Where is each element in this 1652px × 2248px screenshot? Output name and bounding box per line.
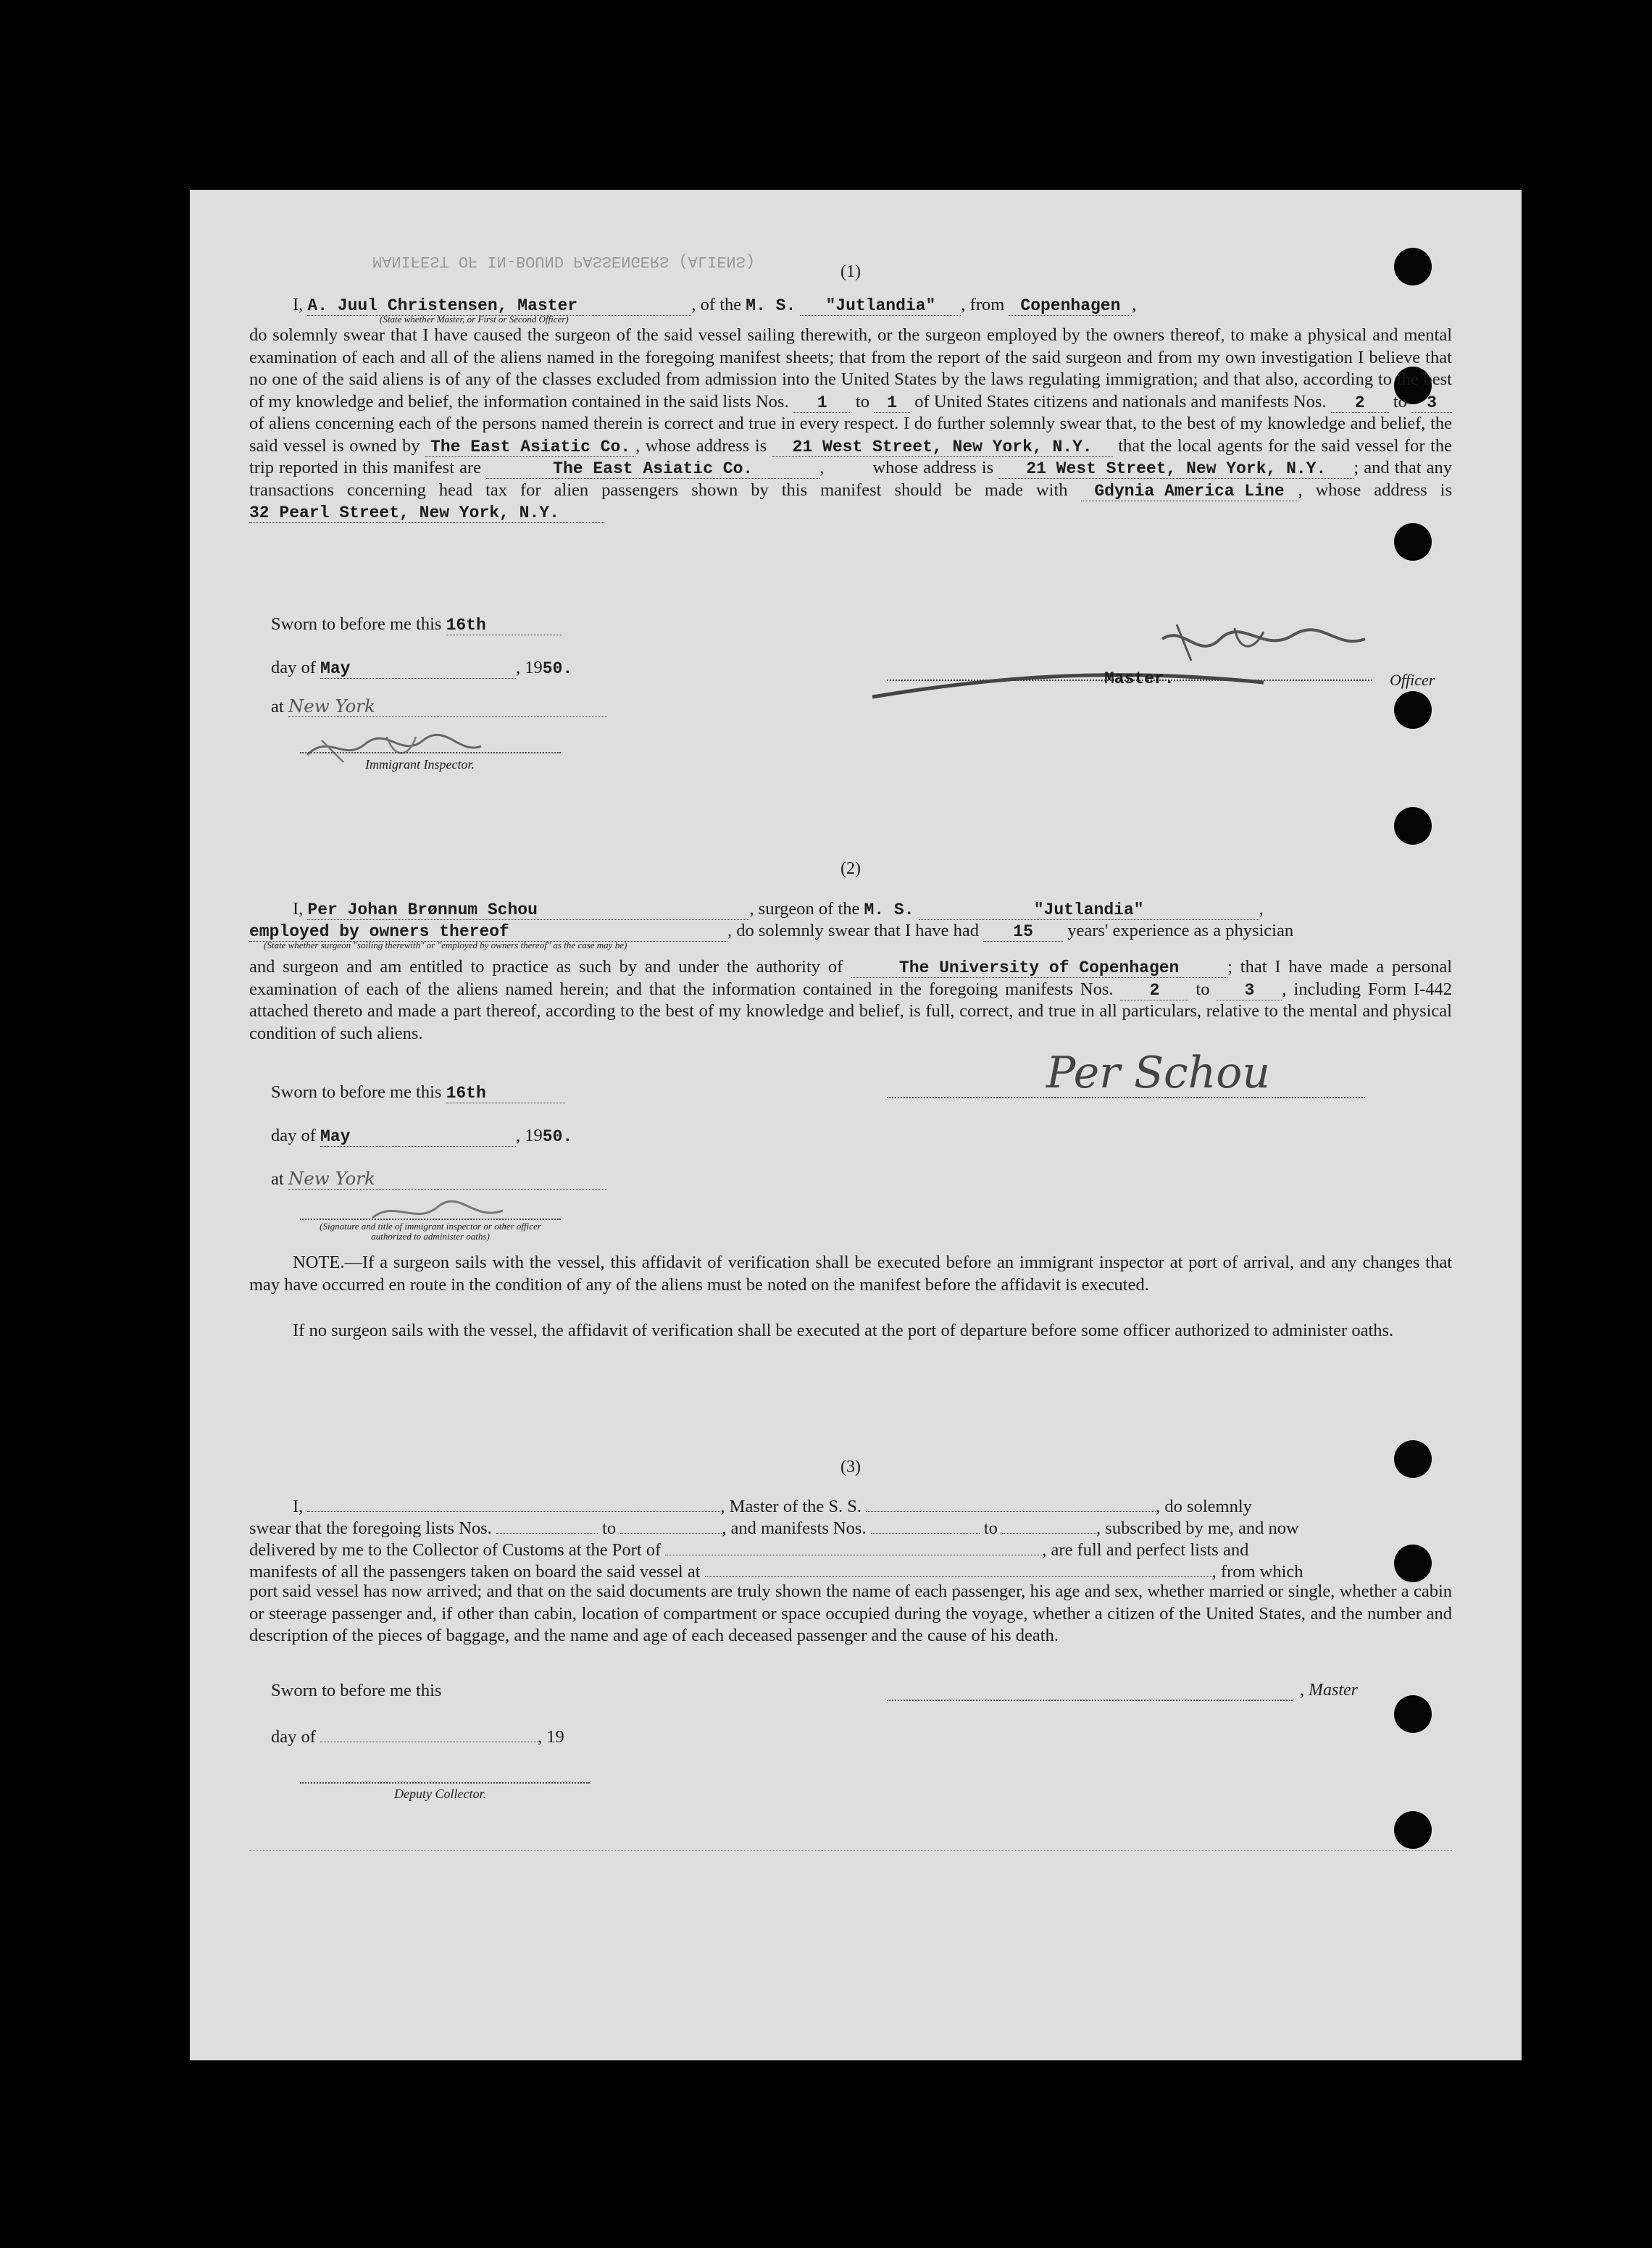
section-2-date-line: day of May , 1950. — [271, 1126, 573, 1146]
local-agents: The East Asiatic Co. — [553, 459, 754, 478]
section-2-place-line: at New York — [271, 1169, 607, 1190]
section-1-place-line: at New York — [271, 697, 607, 717]
section-3-date-line: day of , 19 — [271, 1724, 564, 1747]
section-3-oath-text: port said vessel has now arrived; and that on the said documents are truly shown the name of each passenger, his age and sex, whether married or single, whether a cabin or steerage passenger and, if other than cabin, location of compartment or space occupied during the voyage, whether a citizen of the United States, and the number and description of the pieces of baggage, and the name and age of each deceased passenger and the cause of his death. — [249, 1581, 1452, 1645]
section-1-date-line: day of May , 1950. — [271, 658, 573, 678]
section-3-line-1: I, , Master of the S. S. , do solemnly — [249, 1494, 1452, 1518]
form-body — [249, 190, 1452, 2060]
section-3-sworn-line: Sworn to before me this — [271, 1681, 442, 1700]
licensing-authority: The University of Copenhagen — [898, 958, 1180, 977]
section-2-note-2: If no surgeon sails with the vessel, the affidavit of verification shall be executed at the port of departure before some officer authorized to administer oaths. — [293, 1321, 1394, 1340]
section-3-line-3: delivered by me to the Collector of Customs at the Port of , are full and perfect lists and — [249, 1537, 1452, 1562]
surgeon-name: Per Johan Brønnum Schou — [307, 901, 538, 919]
sworn-day-2: 16th — [446, 1084, 486, 1103]
surgeon-signature: Per Schou — [1046, 1048, 1271, 1098]
section-2-sworn-line: Sworn to before me this 16th — [271, 1082, 565, 1103]
officer-caption: Officer — [1390, 671, 1435, 689]
section-1-number: (1) — [840, 262, 861, 281]
section-1-sworn-line: Sworn to before me this 16th — [271, 614, 562, 635]
section-1-first-line: I, A. Juul Christensen, Master , of the M. S. "Jutlandia" , from Copenhagen , — [293, 295, 1137, 315]
master-signature — [858, 610, 1380, 711]
surgeon-signature-line — [887, 1097, 1365, 1098]
immigrant-inspector-caption: Immigrant Inspector. — [365, 757, 475, 772]
section-3-line-4: manifests of all the passengers taken on board the said vessel at , from which — [249, 1559, 1452, 1584]
years-experience: 15 — [1013, 922, 1033, 941]
bottom-rule — [249, 1850, 1452, 1851]
inspector-signature-line-2 — [300, 1219, 561, 1220]
surgeon-employment: employed by owners thereof — [249, 922, 509, 941]
agents-address: 21 West Street, New York, N.Y. — [1026, 459, 1327, 478]
vessel-name-2: "Jutlandia" — [1033, 901, 1144, 919]
deputy-collector-caption: Deputy Collector. — [394, 1787, 486, 1801]
officer-signature-block — [1104, 668, 1175, 688]
manifest-page — [190, 190, 1522, 2060]
head-tax-address: 32 Pearl Street, New York, N.Y. — [249, 503, 559, 522]
sworn-day: 16th — [446, 616, 486, 635]
section-2-number: (2) — [840, 859, 861, 878]
master-name: A. Juul Christensen, Master — [307, 296, 578, 315]
section-3-number: (3) — [840, 1458, 861, 1476]
officer-title: Master. — [1104, 669, 1175, 688]
inspector-signature-line — [300, 752, 561, 753]
master-caption-3: , Master — [1300, 1681, 1358, 1700]
section-2-first-line: I, Per Johan Brønnum Schou , surgeon of the M. S. "Jutlandia" , — [293, 899, 1264, 919]
section-2-oath-text: and surgeon and am entitled to practice as such by and under the authority of The University of Copenhagen ; that I have made a personal examination of each of the aliens named herein; and that the information contained in the foregoing manifests Nos. 2 to 3 , including Form I-442 attached thereto and made a part thereof, according to the best of my knowledge and belief, is full, correct, and true in all particulars, relative to the mental and physical condition of such aliens. — [249, 957, 1453, 1043]
section-2-note: NOTE.—If a surgeon sails with the vessel, this affidavit of verification shall be executed before an immigrant inspector at port of arrival, and any changes that may have occurred en route in the condition of any of the aliens must be noted on the manifest before the affidavit is executed. — [249, 1253, 1452, 1295]
section-3-line-2: swear that the foregoing lists Nos. to , and manifests Nos. to , subscribed by me, and now — [249, 1516, 1452, 1540]
sworn-month: May — [320, 659, 351, 678]
section-2-second-line: employed by owners thereof , do solemnly swear that I have had 15 years' experience as a physician — [249, 921, 1294, 941]
sworn-month-2: May — [320, 1127, 351, 1146]
section-1-oath-text: do solemnly swear that I have caused the surgeon of the said vessel sailing therewith, or the surgeon employed by the owners thereof, to make a physical and mental examination of each and all of the aliens named in the foregoing manifest sheets; that from the report of the said surgeon and from my own investigation I believe that no one of the said aliens is of any of the classes excluded from admission into the United States by the laws regulating immigration; and that also, according to the best of my knowledge and belief, the information contained in the said lists Nos. 1 to 1 of United States citizens and nationals and manifests Nos. 2 to 3 of aliens concerning each of the persons named therein is correct and true in every respect. I do further solemnly swear that, to the best of my knowledge and belief, the said vessel is owned by The East Asiatic Co. , whose address is 21 West Street, New York, N.Y. that the local agents for the said vessel for the trip reported in this manifest are The East Asiatic Co. , whose address is 21 West Street, New York, N.Y. ; and that any transactions concerning head tax for alien passengers shown by this manifest should be made with Gdynia America Line , whose address is 32 Pearl Street, New York, N.Y. — [249, 325, 1453, 522]
master-caption: (State whether Master, or First or Second Officer) — [380, 314, 569, 325]
inspector-caption-2: (Signature and title of immigrant inspector or other officer authorized to administer oaths) — [320, 1221, 541, 1242]
collector-signature-line — [300, 1782, 590, 1784]
vessel-owner: The East Asiatic Co. — [430, 437, 631, 456]
vessel-name: "Jutlandia" — [825, 296, 936, 315]
sworn-place: New York — [288, 695, 375, 716]
bleed-through-header: MANIFEST OF IN-BOUND PASSENGERS (ALIENS) — [372, 252, 756, 270]
employment-caption: (State whether surgeon "sailing therewith" or "employed by owners thereof" as the case may be) — [264, 940, 627, 950]
owner-address: 21 West Street, New York, N.Y. — [792, 437, 1093, 456]
master-signature-line-3 — [887, 1700, 1293, 1701]
port-of-departure: Copenhagen — [1020, 296, 1121, 315]
head-tax-party: Gdynia America Line — [1094, 481, 1285, 501]
sworn-place-2: New York — [288, 1168, 375, 1189]
